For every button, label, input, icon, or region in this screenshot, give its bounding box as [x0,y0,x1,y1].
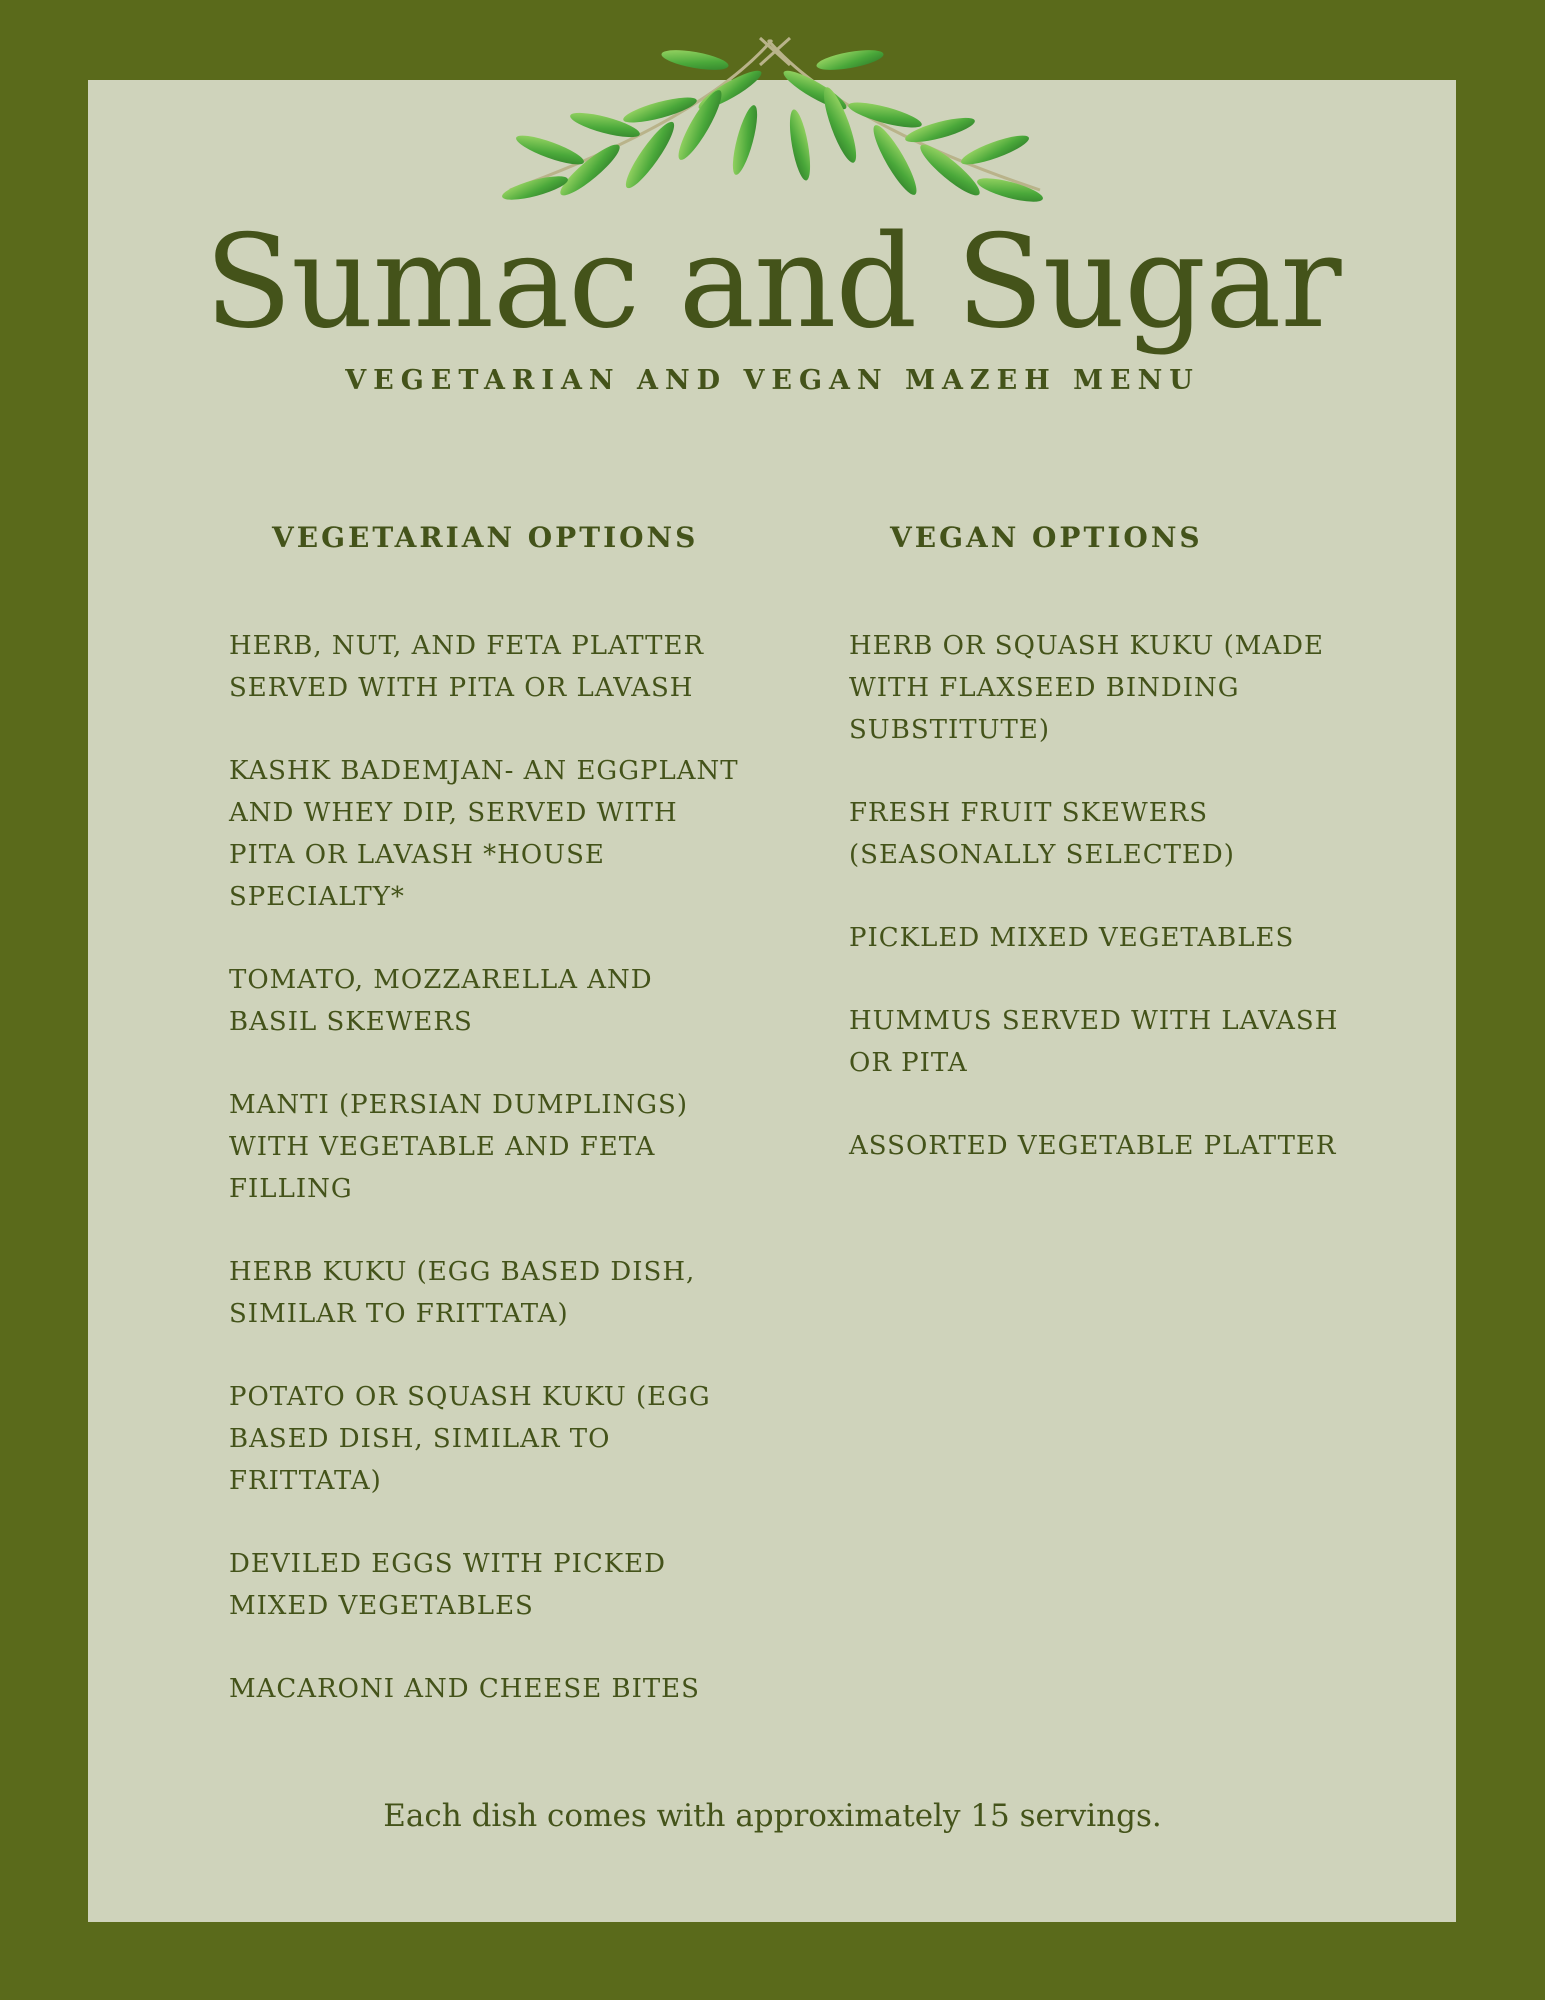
menu-item: POTATO OR SQUASH KUKU (EGG BASED DISH, SIMILAR TO FRITTATA) [229,1382,711,1496]
vegan-heading: VEGAN OPTIONS [890,521,1203,554]
menu-subtitle: VEGETARIAN AND VEGAN MAZEH MENU [345,365,1200,396]
menu-item: HERB KUKU (EGG BASED DISH, SIMILAR TO FRITTATA) [229,1257,696,1329]
menu-item: KASHK BADEMJAN- AN EGGPLANT AND WHEY DIP, SERVED WITH PITA OR LAVASH *HOUSE SPECIALTY* [229,756,739,912]
vegetarian-list [229,625,749,1751]
menu-item: TOMATO, MOZZARELLA AND BASIL SKEWERS [229,965,653,1037]
menu-item: HERB OR SQUASH KUKU (MADE WITH FLAXSEED BINDING SUBSTITUTE) [849,631,1324,745]
menu-item: DEVILED EGGS WITH PICKED MIXED VEGETABLES [229,1549,667,1621]
menu-item: MANTI (PERSIAN DUMPLINGS) WITH VEGETABLE AND FETA FILLING [229,1090,688,1204]
vegetarian-heading: VEGETARIAN OPTIONS [272,521,699,554]
olive-branch-icon [490,30,1060,220]
menu-item: PICKLED MIXED VEGETABLES [849,923,1295,953]
servings-note: Each dish comes with approximately 15 servings. [383,1798,1162,1834]
menu-item: HUMMUS SERVED WITH LAVASH OR PITA [849,1006,1339,1078]
menu-item: HERB, NUT, AND FETA PLATTER SERVED WITH PITA OR LAVASH [229,631,705,703]
menu-item: FRESH FRUIT SKEWERS (SEASONALLY SELECTED) [849,798,1235,870]
menu-item: ASSORTED VEGETABLE PLATTER [849,1131,1337,1161]
vegan-list [849,625,1389,1208]
menu-item: MACARONI AND CHEESE BITES [229,1674,700,1704]
menu-title: Sumac and Sugar [204,208,1341,357]
